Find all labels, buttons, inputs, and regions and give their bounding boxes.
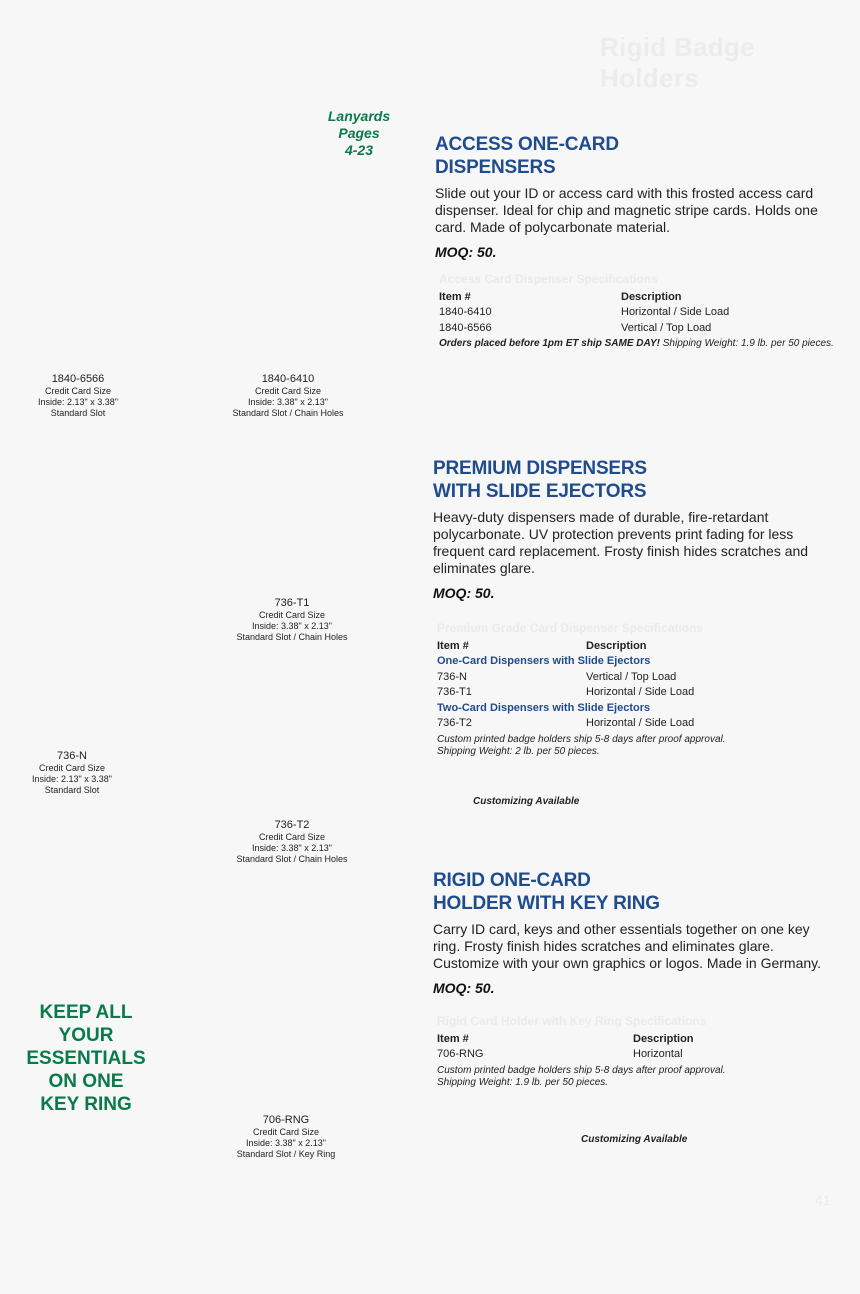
- caption-line: Credit Card Size: [38, 763, 106, 773]
- row-desc: Horizontal / Side Load: [586, 686, 695, 698]
- caption-line: Inside: 2.13" x 3.38": [32, 774, 112, 784]
- caption-item-number: 1840-6566: [51, 373, 105, 385]
- section-premium-dispensers: [433, 457, 825, 601]
- custom-print-note: Custom printed badge holders ship 5-8 days after proof approval.: [437, 733, 726, 745]
- page-number: 41: [815, 1192, 831, 1208]
- spec-note: [437, 1065, 837, 1089]
- row-desc: Vertical / Top Load: [621, 321, 712, 334]
- caption-line: Credit Card Size: [258, 832, 326, 842]
- spec-table-title: Rigid Card Holder with Key Ring Specifications: [437, 1014, 707, 1028]
- caption-706-RNG: [216, 1114, 356, 1160]
- table-row: [437, 670, 837, 686]
- row-desc: Horizontal: [633, 1048, 683, 1060]
- caption-736-T1: [222, 597, 362, 643]
- spec-subheading: One-Card Dispensers with Slide Ejectors: [437, 655, 651, 667]
- page-header-title: Rigid Badge Holders: [600, 32, 755, 93]
- row-item: 1840-6410: [439, 306, 492, 318]
- callout-line: KEEP ALL: [39, 1002, 133, 1023]
- spec-note: [437, 734, 837, 758]
- caption-item-number: 1840-6410: [261, 373, 315, 385]
- shipping-weight-note: Shipping Weight: 1.9 lb. per 50 pieces.: [659, 338, 834, 349]
- section-title-line-2: DISPENSERS: [435, 157, 556, 178]
- spec-table-premium: [437, 621, 837, 758]
- caption-item-number: 736-N: [57, 750, 87, 762]
- caption-line: Inside: 3.38" x 2.13": [246, 1138, 326, 1148]
- row-item: 1840-6566: [439, 321, 492, 334]
- row-item: 736-T1: [437, 686, 472, 698]
- moq-label: MOQ: 50.: [435, 244, 497, 260]
- caption-line: Inside: 2.13" x 3.38": [38, 397, 118, 407]
- col-desc-header: Description: [621, 290, 682, 303]
- callout-line: ESSENTIALS: [26, 1048, 146, 1069]
- row-item: 706-RNG: [437, 1048, 484, 1060]
- section-description: Slide out your ID or access card with this frosted access card dispenser. Ideal for chip and magnetic stripe cards. Holds one card. Made of polycarbonate material.: [435, 185, 818, 235]
- col-desc-header: Description: [586, 639, 647, 652]
- caption-736-N: [4, 750, 140, 796]
- lanyards-line-3: 4-23: [344, 142, 374, 158]
- col-item-header: Item #: [439, 290, 471, 303]
- customizing-available-label: Customizing Available: [473, 796, 580, 807]
- caption-line: Standard Slot: [50, 408, 106, 418]
- spec-note: [439, 338, 839, 350]
- table-row: [437, 1047, 837, 1063]
- caption-line: Credit Card Size: [254, 386, 322, 396]
- shipping-weight-note: Shipping Weight: 1.9 lb. per 50 pieces.: [437, 1076, 609, 1088]
- caption-item-number: 736-T2: [274, 819, 310, 831]
- spec-table-header: [437, 1032, 837, 1048]
- lanyards-line-2: Pages: [338, 125, 380, 141]
- caption-1840-6410: [218, 373, 358, 419]
- moq-label: MOQ: 50.: [433, 980, 495, 996]
- custom-print-note: Custom printed badge holders ship 5-8 days after proof approval.: [437, 1064, 726, 1076]
- spec-subheading: Two-Card Dispensers with Slide Ejectors: [437, 701, 651, 714]
- callout-line: YOUR: [58, 1025, 114, 1046]
- caption-item-number: 706-RNG: [262, 1114, 310, 1126]
- table-row: [439, 305, 839, 321]
- section-description: Heavy-duty dispensers made of durable, fire-retardant polycarbonate. UV protection prevents print fading for less frequent card replacement. Frosty finish hides scratches and eliminates glare.: [433, 509, 809, 576]
- caption-line: Standard Slot / Chain Holes: [236, 632, 348, 642]
- caption-line: Standard Slot / Key Ring: [236, 1149, 336, 1159]
- section-title: [433, 869, 825, 915]
- section-title-line-1: RIGID ONE-CARD: [433, 870, 591, 891]
- spec-table-access: [439, 272, 839, 350]
- caption-line: Standard Slot: [44, 785, 100, 795]
- table-row: [439, 321, 839, 337]
- callout-line: KEY RING: [40, 1094, 132, 1115]
- row-desc: Horizontal / Side Load: [621, 306, 730, 318]
- col-desc-header: Description: [633, 1032, 694, 1045]
- row-item: 736-N: [437, 670, 467, 683]
- section-title: [433, 457, 825, 503]
- caption-line: Credit Card Size: [44, 386, 112, 396]
- same-day-note: Orders placed before 1pm ET ship SAME DAY!: [439, 338, 660, 349]
- customizing-available-label: Customizing Available: [581, 1134, 688, 1145]
- section-access-dispensers: [435, 133, 825, 260]
- col-item-header: Item #: [437, 1032, 469, 1045]
- section-title-line-1: PREMIUM DISPENSERS: [433, 458, 647, 479]
- section-title-line-2: HOLDER WITH KEY RING: [433, 893, 660, 914]
- lanyards-reference: [318, 108, 400, 159]
- caption-line: Standard Slot / Chain Holes: [236, 854, 348, 864]
- row-desc: Horizontal / Side Load: [586, 717, 695, 729]
- caption-item-number: 736-T1: [274, 597, 310, 609]
- caption-1840-6566: [10, 373, 146, 419]
- section-rigid-holder: [433, 869, 825, 996]
- caption-line: Credit Card Size: [252, 1127, 320, 1137]
- keep-all-callout: [20, 1001, 152, 1116]
- section-description: Carry ID card, keys and other essentials together on one key ring. Frosty finish hides scratches and eliminates glare. Customize with your own graphics or logos. Made in Germany.: [433, 921, 822, 971]
- shipping-weight-note: Shipping Weight: 2 lb. per 50 pieces.: [437, 745, 600, 757]
- spec-table-title: Access Card Dispenser Specifications: [439, 272, 658, 286]
- moq-label: MOQ: 50.: [433, 585, 495, 601]
- row-item: 736-T2: [437, 717, 472, 729]
- spec-table-header: [439, 290, 839, 306]
- caption-736-T2: [222, 819, 362, 865]
- table-row: [437, 716, 837, 732]
- caption-line: Inside: 3.38" x 2.13": [252, 843, 332, 853]
- lanyards-line-1: Lanyards: [327, 108, 391, 124]
- row-desc: Vertical / Top Load: [586, 670, 677, 683]
- section-title-line-2: WITH SLIDE EJECTORS: [433, 481, 647, 502]
- caption-line: Inside: 3.38" x 2.13": [252, 621, 332, 631]
- caption-line: Inside: 3.38" x 2.13": [248, 397, 328, 407]
- callout-line: ON ONE: [48, 1071, 124, 1092]
- spec-table-title: Premium Grade Card Dispenser Specifications: [437, 621, 704, 635]
- caption-line: Standard Slot / Chain Holes: [232, 408, 344, 418]
- caption-line: Credit Card Size: [258, 610, 326, 620]
- spec-table-header: [437, 639, 837, 655]
- section-title-line-1: ACCESS ONE-CARD: [435, 134, 619, 155]
- section-title: [435, 133, 825, 179]
- col-item-header: Item #: [437, 639, 469, 652]
- spec-table-rigid: [437, 1014, 837, 1089]
- table-row: [437, 685, 837, 701]
